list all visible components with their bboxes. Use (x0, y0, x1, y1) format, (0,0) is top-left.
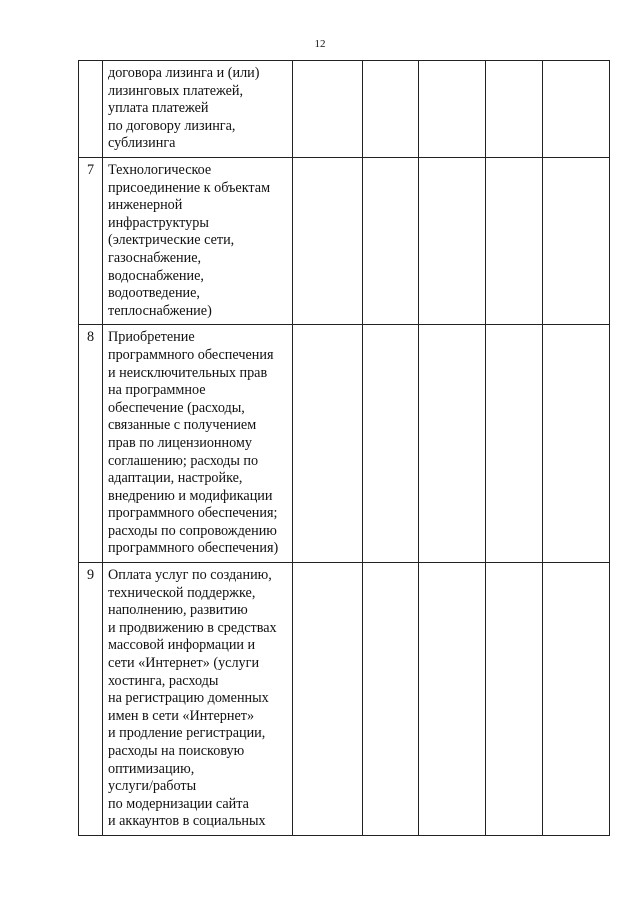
table-row (79, 563, 610, 836)
empty-cell (363, 158, 419, 325)
table-row (79, 158, 610, 325)
empty-cell (419, 158, 486, 325)
empty-cell (293, 61, 363, 158)
table-row (79, 61, 610, 158)
empty-cell (486, 61, 543, 158)
empty-cell (543, 61, 610, 158)
row-number: 9 (79, 563, 103, 836)
expense-description: Технологическое присоединение к объектам инженерной инфраструктуры (электрические сети, газоснабжение, водоснабжение, водоотведение, теплоснабжение) (103, 158, 293, 325)
empty-cell (543, 158, 610, 325)
empty-cell (419, 563, 486, 836)
expense-description: договора лизинга и (или) лизинговых платежей, уплата платежей по договору лизинга, сублизинга (103, 61, 293, 158)
empty-cell (363, 563, 419, 836)
empty-cell (543, 563, 610, 836)
row-number: 7 (79, 158, 103, 325)
row-number (79, 61, 103, 158)
expense-table (78, 60, 610, 836)
table-row (79, 325, 610, 563)
empty-cell (363, 61, 419, 158)
expense-description: Оплата услуг по созданию, технической поддержке, наполнению, развитию и продвижению в средствах массовой информации и сети «Интернет» (услуги хостинга, расходы на регистрацию доменных имен в сети «Интернет» и продление регистрации, расходы на поисковую оптимизацию, услуги/работы по модернизации сайта и аккаунтов в социальных (103, 563, 293, 836)
empty-cell (543, 325, 610, 563)
empty-cell (293, 563, 363, 836)
row-number: 8 (79, 325, 103, 563)
empty-cell (419, 325, 486, 563)
page-number: 12 (314, 38, 326, 50)
empty-cell (419, 61, 486, 158)
empty-cell (293, 158, 363, 325)
empty-cell (363, 325, 419, 563)
empty-cell (486, 563, 543, 836)
empty-cell (293, 325, 363, 563)
empty-cell (486, 158, 543, 325)
expense-description: Приобретение программного обеспечения и неисключительных прав на программное обеспечение (расходы, связанные с получением прав по лицензионному соглашению; расходы по адаптации, настройке, внедрению и модификации программного обеспечения; расходы по сопровождению программного обеспечения) (103, 325, 293, 563)
empty-cell (486, 325, 543, 563)
